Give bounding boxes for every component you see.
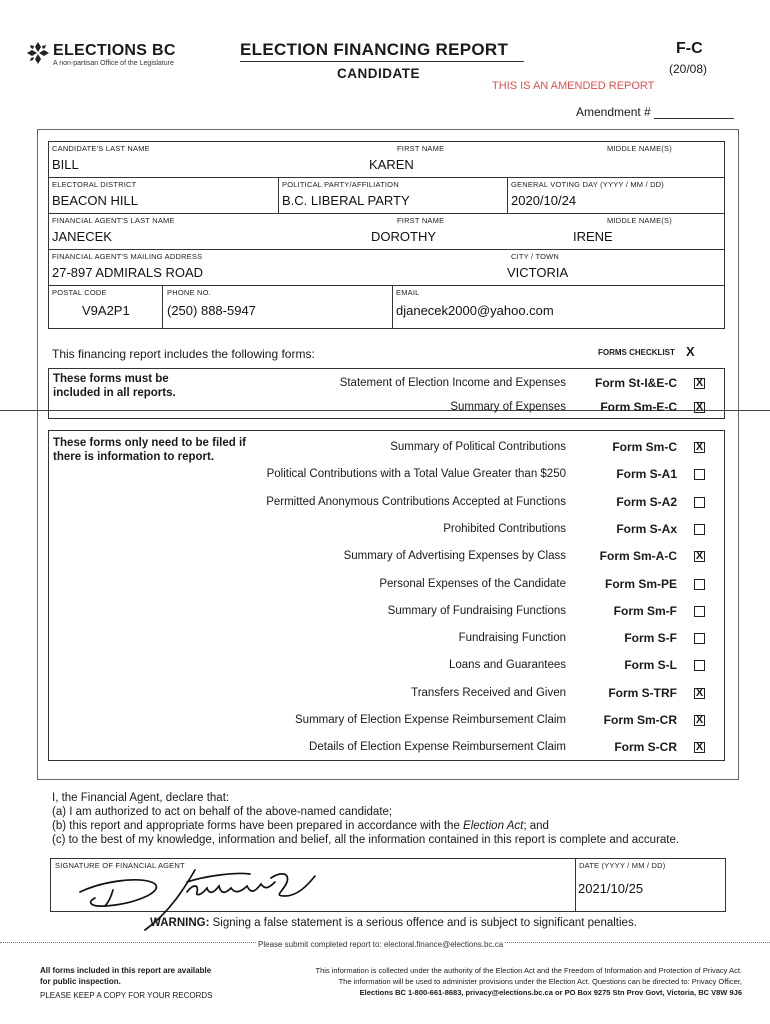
form-row-description: Summary of Political Contributions	[390, 441, 566, 453]
form-row-code: Form S-CR	[614, 740, 677, 755]
form-row-description: Transfers Received and Given	[411, 686, 566, 699]
voting-day[interactable]: 2020/10/24	[511, 193, 577, 208]
agent-first-name[interactable]: DOROTHY	[371, 229, 436, 244]
form-row-checkbox[interactable]	[694, 524, 705, 535]
amended-notice: THIS IS AN AMENDED REPORT	[492, 80, 655, 92]
agent-middle-name-label: MIDDLE NAME(S)	[607, 216, 672, 225]
party-label: POLITICAL PARTY/AFFILIATION	[282, 180, 399, 189]
form-row-checkbox[interactable]	[694, 469, 705, 480]
form-row-code: Form Sm-C	[612, 440, 677, 454]
email-label: EMAIL	[396, 288, 420, 297]
phone[interactable]: (250) 888-5947	[167, 303, 256, 318]
form-row-checkbox[interactable]: X	[695, 377, 704, 389]
form-row-code: Form S-TRF	[608, 685, 677, 700]
logo-text: ELECTIONS BC	[53, 42, 176, 59]
form-row-code: Form Sm-PE	[604, 576, 677, 591]
form-row-code: Form S-A1	[616, 467, 677, 482]
form-row-description: Prohibited Contributions	[443, 522, 566, 535]
signature-date[interactable]: 2021/10/25	[578, 881, 644, 896]
footer-left-2: for public inspection.	[40, 977, 121, 986]
candidate-first-name-label: FIRST NAME	[397, 144, 445, 153]
required-heading: These forms must be included in all reports.	[53, 373, 176, 399]
amendment-label: Amendment #	[576, 105, 651, 119]
warning-text: Signing a false statement is a serious offence and is subject to significant penalties.	[212, 917, 637, 929]
candidate-middle-name-label: MIDDLE NAME(S)	[607, 144, 672, 153]
form-version: (20/08)	[669, 62, 708, 76]
postal-code-label: POSTAL CODE	[52, 288, 107, 297]
form-row-description: Summary of Expenses	[450, 401, 566, 413]
form-row-description: Statement of Election Income and Expenses	[339, 377, 566, 389]
form-row-description: Fundraising Function	[458, 632, 566, 645]
form-row-code: Form S-Ax	[616, 521, 677, 536]
form-row-checkbox[interactable]: X	[695, 550, 704, 563]
form-row-checkbox[interactable]	[694, 579, 705, 590]
warning-label: WARNING:	[150, 917, 210, 929]
footer-right-1: This information is collected under the authority of the Election Act and the Freedom of Information and Protection of Privacy Act.	[315, 966, 742, 975]
agent-address[interactable]: 27-897 ADMIRALS ROAD	[52, 265, 204, 280]
agent-last-name-label: FINANCIAL AGENT'S LAST NAME	[52, 216, 175, 225]
form-row-description: Loans and Guarantees	[448, 659, 566, 672]
warning	[150, 917, 637, 929]
footer-right-2: The information will be used to administer provisions under the Election Act. Questions can be directed to: Privacy Officer,	[338, 977, 742, 986]
electoral-district-label: ELECTORAL DISTRICT	[52, 180, 137, 189]
candidate-last-name-label: CANDIDATE'S LAST NAME	[52, 144, 150, 153]
logo-tagline: A non-partisan Office of the Legislature	[53, 60, 174, 67]
form-row-checkbox[interactable]	[694, 497, 705, 508]
form-row-code: Form S-F	[624, 631, 677, 646]
form-row-checkbox[interactable]: X	[695, 741, 704, 754]
forms-checklist-label: FORMS CHECKLIST	[598, 348, 675, 357]
agent-first-name-label: FIRST NAME	[397, 216, 445, 225]
candidate-first-name[interactable]: KAREN	[369, 157, 414, 172]
report-subtitle: CANDIDATE	[337, 66, 420, 81]
form-row-code: Form Sm-E-C	[600, 400, 677, 414]
elections-bc-logo-icon	[26, 41, 50, 65]
declaration-b	[52, 820, 549, 832]
form-row-code: Form Sm-CR	[603, 713, 677, 727]
form-row-code: Form Sm-A-C	[599, 549, 677, 564]
form-row-checkbox[interactable]: X	[695, 441, 704, 453]
form-row-code: Form S-L	[624, 658, 677, 673]
declaration-b-text: (b) this report and appropriate forms have been prepared in accordance with the	[52, 820, 464, 832]
agent-address-label: FINANCIAL AGENT'S MAILING ADDRESS	[52, 252, 203, 261]
footer-left-1: All forms included in this report are available	[40, 966, 212, 975]
voting-day-label: GENERAL VOTING DAY (YYYY / MM / DD)	[511, 180, 664, 189]
form-row-description: Details of Election Expense Reimbursement Claim	[309, 741, 566, 754]
electoral-district[interactable]: BEACON HILL	[52, 193, 138, 208]
candidate-last-name[interactable]: BILL	[52, 157, 79, 172]
form-row-description: Permitted Anonymous Contributions Accepted at Functions	[266, 495, 566, 508]
form-row-description: Summary of Advertising Expenses by Class	[343, 550, 566, 563]
form-row-checkbox[interactable]	[694, 633, 705, 644]
declaration-b-act: Election Act	[463, 820, 524, 832]
form-row-description: Summary of Fundraising Functions	[387, 604, 566, 617]
party[interactable]: B.C. LIBERAL PARTY	[282, 193, 410, 208]
form-row-description: Personal Expenses of the Candidate	[379, 577, 566, 590]
form-row-code: Form S-A2	[616, 494, 677, 509]
form-row-checkbox[interactable]: X	[695, 686, 704, 699]
form-row-checkbox[interactable]	[694, 606, 705, 617]
email[interactable]: djanecek2000@yahoo.com	[396, 303, 554, 318]
signature-label: SIGNATURE OF FINANCIAL AGENT	[55, 861, 185, 870]
form-row-description: Political Contributions with a Total Value Greater than $250	[266, 468, 566, 481]
declaration-b-end: ; and	[523, 820, 549, 832]
agent-middle-name[interactable]: IRENE	[573, 229, 613, 244]
form-row-code: Form St-I&E-C	[595, 376, 677, 390]
submit-note: Please submit completed report to: electoral.finance@elections.bc.ca	[258, 940, 504, 949]
declaration-a: (a) I am authorized to act on behalf of the above-named candidate;	[52, 806, 393, 818]
form-row-checkbox[interactable]: X	[695, 714, 704, 726]
phone-label: PHONE NO.	[167, 288, 211, 297]
forms-intro: This financing report includes the following forms:	[52, 347, 315, 361]
form-row-description: Summary of Election Expense Reimbursement Claim	[295, 714, 566, 726]
declaration-c: (c) to the best of my knowledge, information and belief, all the information contained in this report is complete and accurate.	[52, 834, 680, 846]
form-row-code: Form Sm-F	[613, 603, 677, 618]
report-title: ELECTION FINANCING REPORT	[240, 40, 509, 59]
agent-city-label: CITY / TOWN	[511, 252, 560, 261]
footer-right-3: Elections BC 1-800-661-8683, privacy@elections.bc.ca or PO Box 9275 Stn Prov Govt, Victoria, BC V8W 9J6	[359, 988, 742, 997]
forms-checklist-mark: X	[686, 344, 695, 359]
postal-code[interactable]: V9A2P1	[82, 303, 130, 318]
footer-left-3: PLEASE KEEP A COPY FOR YOUR RECORDS	[40, 991, 213, 1000]
agent-city[interactable]: VICTORIA	[507, 265, 569, 280]
form-row-checkbox[interactable]: X	[695, 401, 704, 413]
agent-last-name[interactable]: JANECEK	[52, 229, 112, 244]
optional-heading: These forms only need to be filed if there is information to report.	[53, 437, 246, 463]
amendment-number-field[interactable]	[654, 118, 734, 119]
date-label: DATE (YYYY / MM / DD)	[579, 861, 666, 870]
declaration-intro: I, the Financial Agent, declare that:	[52, 792, 230, 804]
form-row-checkbox[interactable]	[694, 660, 705, 671]
form-id: F-C	[676, 40, 703, 57]
